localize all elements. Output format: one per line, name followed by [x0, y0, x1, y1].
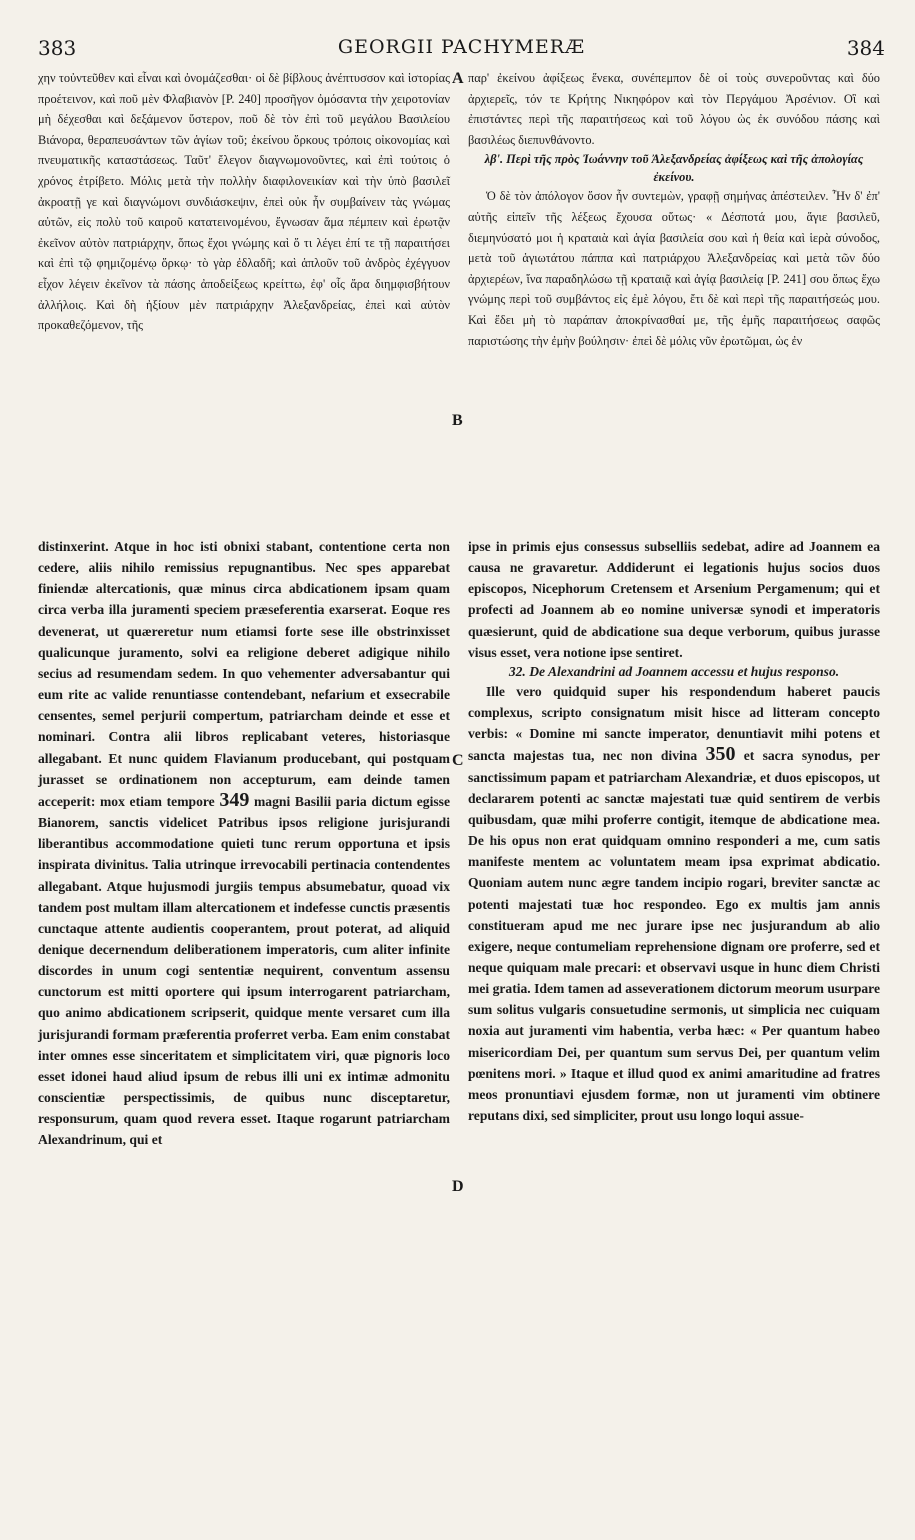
latin-right-after: et sacra synodus, per sanctissimum papam et patriarcham Alexandriæ, et duos episcopos, ut declararem potenti ac sanctæ majestati tuæ quid sentirem de verbis quibusdam, quæ mihi proferre contigit, itemque de abdicatione mea. De his opus non erat quidquam omnino responderi a me, cum satis manifeste mentem ac voluntatem meam ipsa exprimat abdicatio. Quoniam autem nunc ægre tandem incipio rogari, breviter sanctæ ac potenti majestati tuæ hoc respondeo. Ego ex multis jam annis constitueram apud me nec jurare ipse nec jusjurandum ab alio exigere, neque contumeliam reprehensione dignam ore proferre, sed et neque quiquam male precari: et observavi usque in hunc diem Christi mei gratia. Idem tamen ad asseverationem dictorum meorum usurpare sum solitus vulgaris consuetudine sermonis, ut simplicia nec cuiquam noxia aut juramenti vim habentia, verba hæc: « Per quantum habeo misericordiam Dei, per quantum sum servus Dei, per quantum velim pœnitens mori. » Itaque et illud quod ex animi amaritudine ad fratres meos pronuntiavi ejusdem formæ, non ut juramenti vim obtinere reputans dixi, sed simpliciter, prout usu longo loqui assue-	[468, 748, 880, 1124]
latin-column-right	[468, 536, 880, 1126]
latin-section-heading: 32. De Alexandrini ad Joannem accessu et hujus responso.	[508, 663, 840, 679]
latin-right-paragraph-1: ipse in primis ejus consessus subselliis sedebat, adire ad Joannem ea causa ne gravaretur. Addiderunt ei legationis hujus socios duos episcopos, Nicephorum Cretensem et Arsenium Pergamenum; qui et profecti ad Joannem ab eo nomine universæ synodi et imperatoris quæsierunt, quid de abdicatione sua deque verborum, quibus jurasse visus esset, vera notione ipse sentiret.	[468, 539, 880, 660]
greek-right-paragraph-1: παρ' ἐκείνου ἀφίξεως ἕνεκα, συνέπεμπον δὲ οἱ τοὺς συνεροῦντας καὶ δύο ἀρχιερεῖς, τόν τε Κρήτης Νικηφόρον καὶ τὸν Περγάμου Ἀρσένιον. Οἳ καὶ ἐπιστάντες περὶ τῆς παραιτήσεως καὶ τοῦ λόγου ὡς ἐκ συνόδου πάσης καὶ βασιλέως διεπυνθάνοντο.	[468, 71, 880, 147]
latin-right-before: Ille vero quidquid super his respondendum haberet paucis complexus, scripto consignatum misit hisce ad litteram concepto verbis: « Domine mi sancte imperator, denuntiavit mihi potens et sancta majestas tua, nec non divina	[468, 683, 880, 764]
column-marker-349: 349	[219, 788, 250, 811]
page-header	[38, 36, 885, 64]
margin-letter-d: D	[452, 1178, 464, 1195]
column-marker-350: 350	[705, 743, 736, 766]
latin-column-left	[38, 536, 450, 1151]
latin-left-text	[38, 536, 450, 1151]
running-title: GEORGII PACHYMERÆ	[337, 36, 586, 58]
greek-column-left	[38, 68, 450, 336]
margin-letter-a: A	[452, 70, 464, 87]
greek-right-paragraph-2: Ὁ δὲ τὸν ἀπόλογον ὅσον ἦν συντεμὼν, γραφῇ σημήνας ἀπέστειλεν. Ἦν δ' ἐπ' αὐτῆς εἰπεῖν τῆς λέξεως ἔχουσα οὕτως· « Δέσποτά μου, ἅγιε βασιλεῦ, διεμηνύσατό μοι ἡ κραταιὰ καὶ ἁγία βασιλεία σου καὶ ἡ θεία καὶ ἱερὰ σύνοδος, μετὰ τοῦ ἁγιωτάτου πάππα καὶ πατριάρχου Ἀλεξανδρείας καὶ μετὰ τῶν δύο ἀρχιερέων, ἵνα παραδηλώσω τῇ κραταιᾷ καὶ ἁγίᾳ βασιλείᾳ [P. 241] σου ὅπως ἔχω γνώμης περὶ τοῦ συμβάντος εἰς ἐμὲ λόγου, ἔτι δὲ καὶ περὶ τῆς παραιτήσεώς μου. Καὶ ἔδει μὴ τὸ παράπαν ἀποκρίνασθαί με, τῆς ἐμῆς παραιτήσεως σαφῶς παριστώσης τὴν ἐμὴν βούλησιν· ἐπεὶ δὲ μόλις νῦν ἐρωτῶμαι, ὡς ἐν	[468, 189, 880, 348]
latin-right-paragraph-2	[468, 681, 880, 1126]
latin-left-after: magni Basilii paria dictum egisse Bianorem, sanctis videlicet Patribus ipsos religione jurisjurandi liberantibus accommodatione quieti tunc rerum opportuna et ipsis inspirata divinitus. Talia utrinque irrevocabili pertinacia contendentes allegabant. Atque hujusmodi jurgiis tempus absumebatur, quoad vix tandem post multam illam altercationem et indefesse cunctis præsentis cunctaque attente audientis cooperantem, prout poterat, ad aliquid denique decernendum deliberationem imperatoris, cum aliter infinite discordes in unum cogi sententiæ nequirent, conventum assensu cunctorum est mitti oportere qui ipsum interrogarent patriarcham, quo animo abdicationem scripserit, quidque mente versaret cum illa jurisjurandi formam præferentia proferret verba. Eam enim constabat inter omnes esse sinceritatem et simplicitatem viri, quæ pignoris loco esset idonei haud aliud ipsum de rebus illi uni ex intimæ admonitu conscientiæ perspectissimis, de quibus nunc disceptaretur, responsurum, quam quod revera esset. Itaque rogarunt patriarcham Alexandrinum, qui et	[38, 793, 450, 1148]
page-number-left: 383	[38, 36, 77, 60]
margin-letter-c: C	[452, 752, 464, 769]
page-number-right: 384	[846, 36, 885, 60]
margin-letter-b: B	[452, 412, 463, 429]
greek-column-right	[468, 68, 880, 351]
latin-left-before: distinxerint. Atque in hoc isti obnixi stabant, contentione certa non cedere, aliis nihilo remissius repugnantibus. Nec spes apparebat finiendæ altercationis, quæ minus circa abdicationem ipsam quam circa verba illa juramenti speciem præseferentia exarserat. Eoque res devenerat, ut quæreretur num etiamsi forte sese ille obstrinxisset qualicunque juramento, solvi ea religione deberet adigique nihilo secius ad resumendam sedem. In quo vehementer adversabantur qui eum rite ac valide renuntiasse contendebant, nefarium et exsecrabile censentes, semel perjurii compertum, patriarcham deinde et esse et nominari. Contra alii libros replicabant veteres, historiasque allegabant. Et nunc quidem Flavianum producebant, qui postquam jurasset se ordinationem non accepturum, eam deinde tamen acceperit: mox etiam tempore	[38, 539, 450, 809]
greek-section-heading: λβ'. Περὶ τῆς πρὸς Ἰωάννην τοῦ Ἀλεξανδρείας ἀφίξεως καὶ τῆς ἀπολογίας ἐκείνου.	[484, 152, 864, 185]
greek-left-text: χην τοὐντεῦθεν καὶ εἶναι καὶ ὀνομάζεσθαι· οἱ δὲ βίβλους ἀνέπτυσσον καὶ ἱστορίας προέτεινον, καὶ ποῦ μὲν Φλαβιανὸν [P. 240] προσῆγον ὀμόσαντα τὴν χειροτονίαν μὴ δέχεσθαι καὶ δεξάμενον ὕστερον, ποῦ δὲ τὸν ἐπὶ τοῦ μεγάλου Βασιλείου Βιάνορα, θεραπευσάντων τῶν ἁγίων τοῦ; ἐκείνου ὅρκους τρόποις οἰκονομίας καὶ πνευματικῆς καταστάσεως. Ταῦτ' ἔλεγον διαγνωμονοῦντες, καὶ ἐπὶ τούτοις ὁ χρόνος ἐτρίβετο. Μόλις μετὰ τὴν πολλὴν διαφιλονεικίαν καὶ τὴν ὑπὸ βασιλεῖ ἀκροατῇ γε καὶ διαγνώμονι συνδιάσκεψιν, ἐπεὶ οὐκ ἦν συμβαίνειν τὰς γνώμας αὐτῶν, εἰς πολὺ τοῦ καιροῦ κατατεινομένου, ἔγνωσαν ἅμα πέμπειν καὶ ἐρωτᾷν ἐκεῖνον αὐτὸν πατριάρχην, ὅπως ἔχοι γνώμης καὶ ὅ τι λέγει ἐπί τε τῇ παραιτήσει καὶ ἐπὶ τῷ φημιζομένῳ ὅρκῳ· τὸ γὰρ ἐδλαδῆ; καὶ ἁπλοῦν τοῦ ἀνδρὸς ἐχέγγυον εἶχον λέγειν ἐκεῖνον τὰ πάσης ἀποδείξεως κρείττω, ἐφ' οἷς ἄρα διημφισβήτουν ἀλλήλοις. Καὶ δὴ ἠξίουν μὲν πατριάρχην Ἀλεξανδρείας, ἐπεὶ καὶ αὐτὸν προκαθεζόμενον, τῆς	[38, 71, 450, 333]
